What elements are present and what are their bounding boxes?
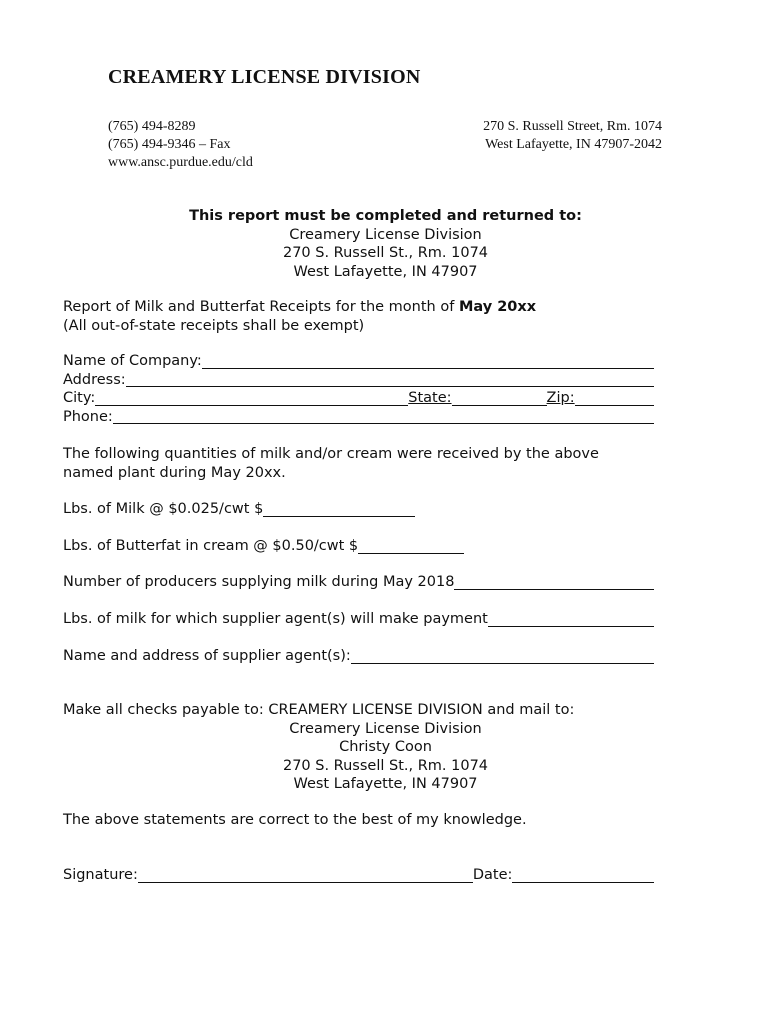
signature-line[interactable] — [138, 868, 473, 883]
phone-line[interactable] — [113, 409, 654, 424]
state-label: State: — [408, 390, 452, 406]
website-link[interactable]: www.ansc.purdue.edu/cld — [108, 155, 253, 170]
report-month: May 20xx — [458, 299, 537, 315]
address-field[interactable] — [63, 371, 654, 390]
supplier-name-label: Name and address of supplier agent(s): — [63, 648, 351, 664]
zip-line[interactable] — [575, 391, 654, 406]
contact-info — [108, 118, 253, 172]
report-description — [63, 298, 663, 335]
certification-statement: The above statements are correct to the best of my knowledge. — [63, 812, 527, 828]
return-line-2: 270 S. Russell St., Rm. 1074 — [282, 245, 489, 261]
company-name-field[interactable] — [63, 352, 654, 371]
supplier-name-line[interactable] — [351, 649, 654, 664]
butterfat-line[interactable] — [358, 539, 464, 554]
mail-line-2: Christy Coon — [339, 739, 432, 755]
date-line[interactable] — [512, 868, 654, 883]
company-name-line[interactable] — [202, 354, 654, 369]
producers-line[interactable] — [454, 575, 654, 590]
supplier-lbs-field[interactable] — [63, 610, 654, 629]
return-line-3: West Lafayette, IN 47907 — [293, 263, 478, 280]
report-line-2: (All out-of-state receipts shall be exempt) — [63, 317, 365, 334]
phone-number: (765) 494-8289 — [108, 119, 196, 134]
zip-label: Zip: — [546, 390, 575, 406]
address-line[interactable] — [126, 372, 654, 387]
company-name-label: Name of Company: — [63, 353, 202, 369]
city-label: City: — [63, 390, 96, 406]
phone-field[interactable] — [63, 408, 654, 427]
city-state-zip: West Lafayette, IN 47907-2042 — [485, 137, 662, 152]
return-to-block — [63, 207, 708, 281]
city-state-zip-field[interactable] — [63, 389, 654, 408]
phone-label: Phone: — [63, 408, 113, 425]
supplier-lbs-label: Lbs. of milk for which supplier agent(s) will make payment — [63, 611, 488, 627]
return-line-1: Creamery License Division — [289, 226, 482, 243]
mail-line-3: 270 S. Russell St., Rm. 1074 — [282, 757, 489, 774]
supplier-name-field[interactable] — [63, 647, 654, 666]
producers-label: Number of producers supplying milk during May 2018 — [63, 574, 455, 590]
producers-field[interactable] — [63, 573, 654, 592]
street-address: 270 S. Russell Street, Rm. 1074 — [483, 119, 662, 134]
quantities-intro-line-1: The following quantities of milk and/or cream were received by the above — [63, 446, 599, 462]
milk-line[interactable] — [263, 502, 415, 517]
signature-label: Signature: — [63, 867, 138, 883]
milk-label: Lbs. of Milk @ $0.025/cwt $ — [63, 501, 264, 517]
supplier-lbs-line[interactable] — [488, 612, 654, 627]
date-label: Date: — [472, 867, 513, 883]
report-prefix: Report of Milk and Butterfat Receipts for the month of — [63, 299, 459, 315]
butterfat-field[interactable] — [63, 537, 464, 556]
mail-line-1: Creamery License Division — [289, 720, 482, 737]
mailing-address — [440, 118, 662, 154]
payment-instructions — [63, 701, 708, 794]
city-line[interactable] — [95, 391, 408, 406]
signature-row[interactable] — [63, 866, 654, 885]
report-line-1 — [63, 298, 663, 317]
return-heading: This report must be completed and returned to: — [189, 208, 582, 224]
division-title: CREAMERY LICENSE DIVISION — [108, 66, 421, 88]
fax-number: (765) 494-9346 – Fax — [108, 137, 231, 152]
checks-payable-line: Make all checks payable to: CREAMERY LICENSE DIVISION and mail to: — [63, 702, 575, 718]
mail-to-address — [63, 720, 708, 794]
state-line[interactable] — [452, 391, 547, 406]
company-fields — [63, 352, 654, 426]
address-label: Address: — [63, 371, 126, 388]
quantities-intro — [63, 445, 643, 482]
mail-line-4: West Lafayette, IN 47907 — [293, 776, 478, 792]
milk-field[interactable] — [63, 500, 415, 519]
quantities-intro-line-2: named plant during May 20xx. — [63, 464, 286, 481]
butterfat-label: Lbs. of Butterfat in cream @ $0.50/cwt $ — [63, 538, 359, 554]
